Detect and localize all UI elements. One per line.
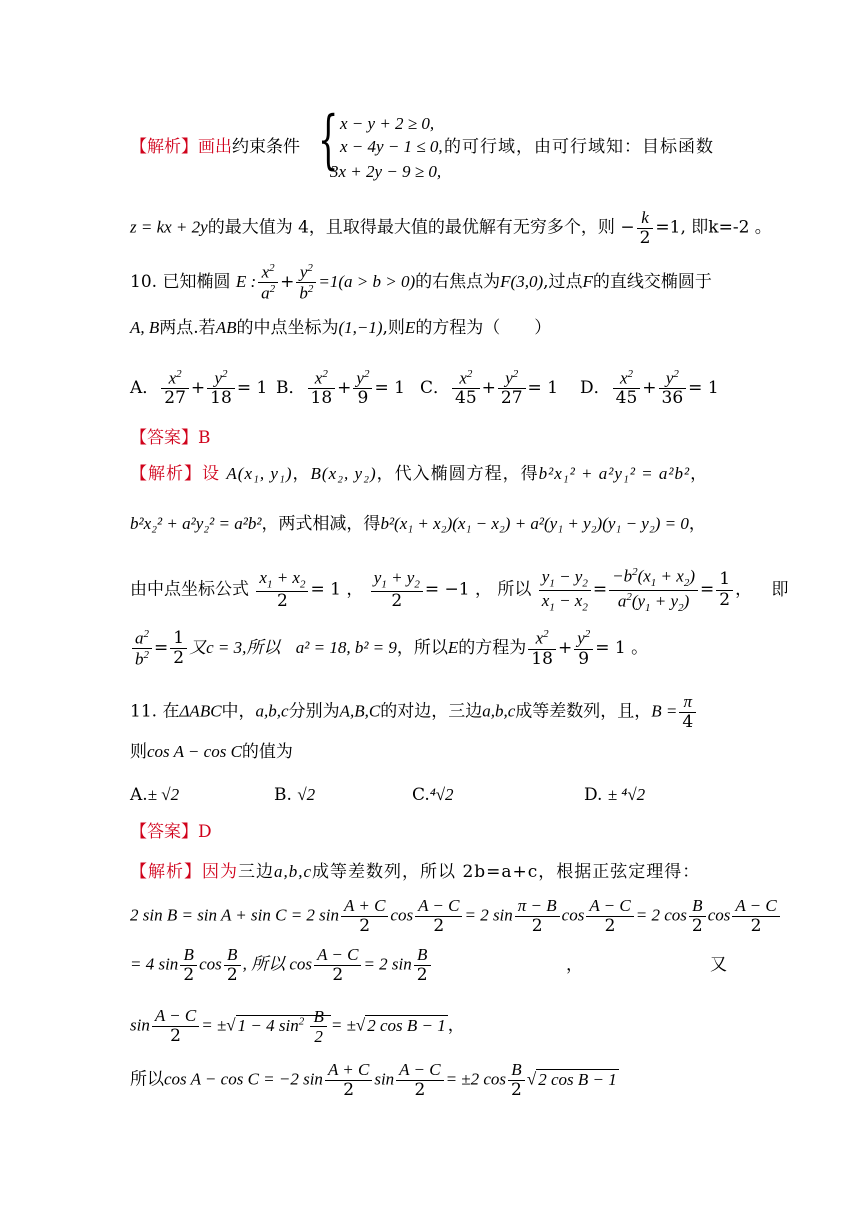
option-a-denom: 45	[455, 388, 477, 409]
cos-expr: cos A − cos C	[147, 742, 242, 761]
focus-text: 的右焦点为	[415, 272, 501, 293]
segment-AB: AB	[215, 318, 237, 337]
q10-sol-line1: 【解析】设 A(x₁, y₁)，B(x₂, y₂)，代入椭圆方程，得b²x₁² + a²y₁² = a²b²，	[130, 464, 709, 484]
q10-number: 10. 已知椭圆	[130, 272, 231, 293]
q10-answer	[130, 428, 211, 448]
eq-2: b²x₂² + a²y₂² = a²b²	[130, 514, 262, 533]
option-label: A．	[130, 377, 160, 398]
option-label: B．	[276, 377, 306, 398]
midpoint-coord: (1,−1)	[338, 318, 383, 337]
arith-text: 成等差数列，且，	[515, 701, 652, 722]
triangle: ΔABC	[179, 701, 222, 721]
in-text: 中，	[221, 701, 256, 722]
ellipse-E: E	[404, 318, 416, 337]
option-b-denom: 18	[210, 388, 232, 409]
analysis-label: 【解析】	[130, 862, 202, 882]
answer-value: D	[198, 822, 212, 842]
option-value: ± ⁴√2	[607, 785, 646, 804]
option-value: ± √2	[147, 785, 180, 804]
constraint-2: x − 4y − 1 ≤ 0,	[340, 137, 443, 156]
answer-label: 【答案】	[130, 428, 198, 448]
option-label: A.	[130, 785, 148, 805]
also-c: 又c = 3,所以	[189, 638, 281, 658]
q10-stem-line1: 10. 已知椭圆 E : $\frac{x^2}{a^2}$ + $\frac{y^2}{b^2}$ =1(a > b > 0)的右焦点为F(3,0),过点F的直线交椭圆于	[130, 262, 712, 303]
option-label: B.	[274, 785, 292, 805]
objective-fn: z = kx + 2y	[130, 217, 208, 237]
substitute-text: ，代入椭圆方程，得	[376, 464, 539, 484]
eq-1: b²x₁² + a²y₁² = a²b²	[538, 464, 691, 483]
three-sides-text: 三边	[238, 862, 274, 882]
value-text: 的值为	[241, 742, 293, 762]
q11-sol-line1	[130, 862, 700, 882]
q10-sol-line4: $\frac{a^2}{b^2}$ = $\frac{1}{2}$ 又c = 3,所以 a² = 18, b² = 9，所以E的方程为 $\frac{x^2}{18}$ + $\frac{y^2}{9}$ = 1 。	[130, 628, 648, 669]
line-text: 的直线交椭圆于	[592, 272, 712, 293]
q9-analysis-line2: z = kx + 2y的最大值为 4，且取得最大值的最优解有无穷多个，则 − $\frac{k}{2}$ =1, 即k=-2 。	[130, 208, 772, 248]
constraint-1: x − y + 2 ≥ 0,	[340, 114, 435, 133]
a2-b2-values: a² = 18, b² = 9	[295, 638, 397, 658]
q11-answer	[130, 822, 212, 842]
comma: ，	[447, 1015, 465, 1036]
midpoint-text: 的中点坐标为	[236, 318, 339, 338]
q9-analysis-line1	[130, 137, 300, 157]
q11-number: 11. 在	[130, 701, 180, 722]
q11-sol-also: 又	[710, 955, 727, 975]
q10-sol-line2: b²x₂² + a²y₂² = a²b²，两式相减，得b²(x₁ + x₂)(x₁ − x₂) + a²(y₁ + y₂)(y₁ − y₂) = 0，	[130, 514, 706, 534]
q10-sol-line3: 由中点坐标公式 $\frac{x_1 + x_2}{2}$ = 1 ， $\frac{y_1 + y_2}{2}$ = −1 ， 所以 $\frac{y_1 - y_2}{x_1 - x_2}$ = $\frac{-b^2(x_1 + x_2)}{a^2(y_1 + y_2)}$ = $\frac{1}{2}$ ， 即	[130, 566, 789, 614]
analysis-label: 【解析】	[130, 464, 202, 484]
k-den: 2	[639, 227, 651, 248]
max-text: 的最大值为 4，且取得最大值的最优解有无穷多个，则	[207, 217, 615, 238]
option-b-denom: 36	[661, 388, 684, 409]
sides-abc: a,b,c	[255, 701, 289, 721]
sides-abc-3: a,b,c	[274, 862, 313, 881]
let-text: 设	[202, 464, 220, 484]
q11-option-c[interactable]	[412, 785, 454, 805]
q10-stem-line2	[130, 318, 551, 338]
constraint-brace: {	[318, 103, 339, 177]
through-text: ,过点	[543, 272, 583, 293]
answer-value: B	[198, 428, 211, 448]
focus-coord: F(3,0)	[500, 272, 544, 292]
q10-option-a[interactable]: A． $\frac{x^2}{27}$ + $\frac{y^2}{18}$ = 1	[130, 368, 268, 409]
answer-label: 【答案】	[130, 822, 198, 842]
sides-abc-2: a,b,c	[482, 701, 516, 721]
angle-B: B =	[651, 701, 678, 721]
q11-sol-line5: 所以cos A − cos C = −2 sin $\frac{A + C}{2}$ sin $\frac{A - C}{2}$ = ±2 cos $\frac{B}{2}$ √ 2 cos B − 1	[130, 1060, 617, 1100]
constraint-text: 约束条件	[232, 137, 300, 157]
q10-option-c[interactable]: C． $\frac{x^2}{45}$ + $\frac{y^2}{27}$ = 1	[420, 368, 559, 409]
eq-diff: b²(x₁ + x₂)(x₁ − x₂) + a²(y₁ + y₂)(y₁ − y₂) = 0	[380, 514, 689, 533]
subtract-text: ，两式相减，得	[261, 514, 381, 534]
option-a-denom: 18	[310, 388, 333, 409]
option-label: D.	[584, 785, 603, 805]
q11-sol-line2: 2 sin B = sin A + sin C = 2 sin $\frac{A + C}{2}$ cos $\frac{A - C}{2}$ = 2 sin $\frac{\pi - B}{2}$ cos $\frac{A - C}{2}$ = 2 cos $\frac{B}{2}$ cos $\frac{A - C}{2}$	[130, 896, 782, 936]
feasible-region-text: 的可行域，由可行域知：目标函数	[444, 137, 714, 157]
option-b-denom: 27	[500, 388, 523, 409]
option-a-denom: 45	[615, 388, 638, 409]
because-text: 因为	[202, 862, 238, 882]
then-text: 则	[130, 742, 147, 762]
then-text: ,则	[382, 318, 405, 338]
q11-option-b[interactable]	[274, 785, 315, 805]
q11-sol-line4: sin $\frac{A - C}{2}$ = ±√ 1 − 4 $\sin^2$ $\frac{B}{2}$ = ±√ 2 cos B − 1 ，	[130, 1006, 465, 1047]
angles-ABC: A,B,C	[339, 701, 381, 721]
q10-option-b[interactable]: B． $\frac{x^2}{18}$ + $\frac{y^2}{9}$ = 1	[276, 368, 405, 409]
period: 。	[631, 638, 649, 659]
equation-question: 的方程为（ ）	[415, 318, 552, 338]
option-label: D．	[580, 377, 611, 398]
so-text-2: ，所以	[396, 638, 448, 659]
option-value: ⁴√2	[429, 785, 454, 804]
option-a-denom: 27	[164, 388, 186, 409]
q11-sol-line3: = 4 sin $\frac{B}{2}$ cos $\frac{B}{2}$ , 所以 cos $\frac{A - C}{2}$ = 2 sin $\frac{B}{2}$	[130, 945, 433, 985]
k-num: k	[637, 208, 654, 229]
constraint-3: 3x + 2y − 9 ≥ 0,	[330, 162, 442, 181]
q11-stem-line2	[130, 742, 293, 762]
option-value: √2	[297, 785, 316, 804]
four: 4	[682, 711, 694, 732]
option-label: C．	[420, 377, 451, 398]
q10-option-d[interactable]: D． $\frac{x^2}{45}$ + $\frac{y^2}{36}$ = 1	[580, 368, 719, 409]
pi: π	[679, 692, 696, 713]
k-result: =1, 即k=-2 。	[655, 217, 772, 238]
respectively-text: 分别为	[288, 701, 340, 722]
point-F: F	[582, 272, 593, 292]
midpoint-formula-text: 由中点坐标公式	[130, 579, 249, 600]
arith-sequence-text: 成等差数列，所以 2b=a+c，根据正弦定理得：	[312, 862, 701, 882]
option-label: C.	[412, 785, 430, 805]
q11-option-a[interactable]	[130, 785, 179, 805]
so-text: 所以	[497, 579, 532, 600]
q11-stem-line1	[130, 692, 698, 732]
opposite-text: 的对边，三边	[380, 701, 483, 722]
analysis-label: 【解析】	[130, 137, 198, 157]
point-A: A(x₁, y₁)	[226, 464, 293, 483]
q11-sol-comma: ，	[566, 955, 583, 975]
two-points-text: 两点.若	[159, 318, 216, 338]
i-e-text: 即	[771, 579, 789, 600]
so-text-3: 所以	[130, 1069, 164, 1090]
points-AB: A, B	[130, 318, 160, 337]
option-b-denom: 9	[357, 388, 369, 409]
equation-is-text: 的方程为	[458, 638, 527, 659]
q11-option-d[interactable]	[584, 785, 645, 805]
point-B: B(x₂, y₂)	[310, 464, 377, 483]
draw-text: 画出	[198, 137, 232, 157]
